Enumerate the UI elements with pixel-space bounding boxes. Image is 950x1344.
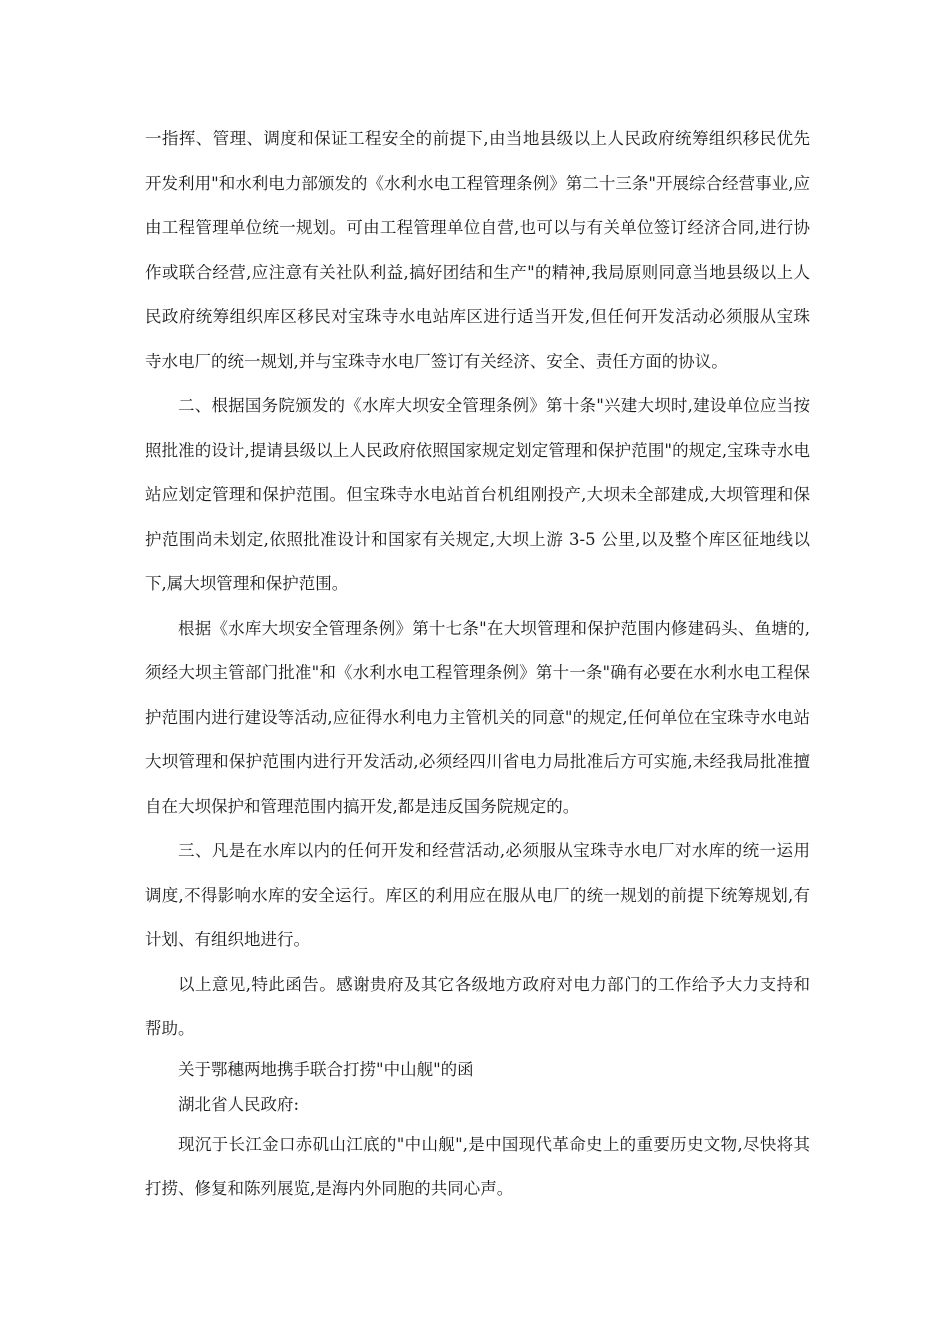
letter-addressee: 湖北省人民政府: [178,1094,300,1114]
letter-title: 关于鄂穗两地携手联合打捞"中山舰"的函 [178,1059,474,1079]
document-body [145,117,810,1212]
paragraph-point-two: 二、根据国务院颁发的《水库大坝安全管理条例》第十条"兴建大坝时,建设单位应当按照批准的设计,提请县级以上人民政府依照国家规定划定管理和保护范围"的规定,宝珠寺水电站应划定管理和保护范围。但宝珠寺水电站首台机组刚投产,大坝未全部建成,大坝管理和保护范围尚未划定,依照批准设计和国家有关规定,大坝上游 3-5 公里,以及整个库区征地线以下,属大坝管理和保护范围。 [145,396,810,593]
paragraph-point-three: 三、凡是在水库以内的任何开发和经营活动,必须服从宝珠寺水电厂对水库的统一运用调度,不得影响水库的安全运行。库区的利用应在服从电厂的统一规划的前提下统筹规划,有计划、有组织地进行。 [145,841,810,949]
paragraph-closing: 以上意见,特此函告。感谢贵府及其它各级地方政府对电力部门的工作给予大力支持和帮助。 [145,974,810,1038]
paragraph-regulation-article: 根据《水库大坝安全管理条例》第十七条"在大坝管理和保护范围内修建码头、鱼塘的,须经大坝主管部门批准"和《水利水电工程管理条例》第十一条"确有必要在水利水电工程保护范围内进行建设等活动,应征得水利电力主管机关的同意"的规定,任何单位在宝珠寺水电站大坝管理和保护范围内进行开发活动,必须经四川省电力局批准后方可实施,未经我局批准擅自在大坝保护和管理范围内搞开发,都是违反国务院规定的。 [145,618,810,816]
paragraph-zhongshan-ship: 现沉于长江金口赤矶山江底的"中山舰",是中国现代革命史上的重要历史文物,尽快将其打捞、修复和陈列展览,是海内外同胞的共同心声。 [145,1134,810,1198]
paragraph-continuation: 一指挥、管理、调度和保证工程安全的前提下,由当地县级以上人民政府统筹组织移民优先开发利用"和水利电力部颁发的《水利水电工程管理条例》第二十三条"开展综合经营事业,应由工程管理单位统一规划。可由工程管理单位自营,也可以与有关单位签订经济合同,进行协作或联合经营,应注意有关社队利益,搞好团结和生产"的精神,我局原则同意当地县级以上人民政府统筹组织库区移民对宝珠寺水电站库区进行适当开发,但任何开发活动必须服从宝珠寺水电厂的统一规划,并与宝珠寺水电厂签订有关经济、安全、责任方面的协议。 [145,129,810,371]
